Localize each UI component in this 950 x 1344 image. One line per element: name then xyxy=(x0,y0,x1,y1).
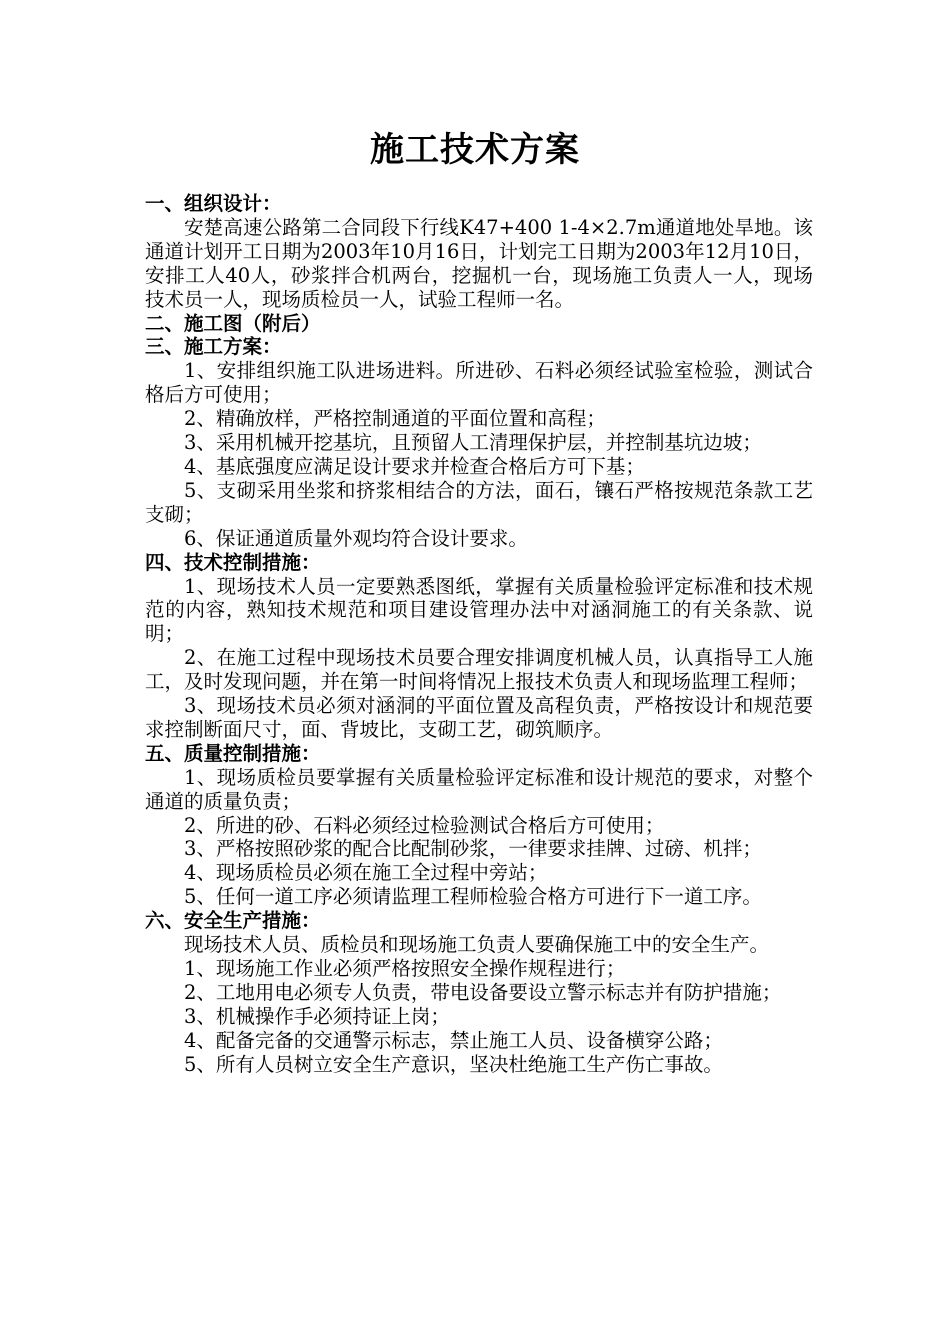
section-heading: 三、施工方案： xyxy=(145,335,282,359)
section-heading: 一、组织设计： xyxy=(145,192,282,215)
paragraph: 1、现场技术人员一定要熟悉图纸，掌握有关质量检验评定标准和技术规范的内容，熟知技术规范和项目建设管理办法中对涵洞施工的有关条款、说明； xyxy=(145,574,813,646)
paragraph: 5、所有人员树立安全生产意识，坚决杜绝施工生产伤亡事故。 xyxy=(184,1052,723,1076)
section-heading: 二、施工图（附后） xyxy=(145,311,321,335)
paragraph: 2、在施工过程中现场技术员要合理安排调度机械人员，认真指导工人施工，及时发现问题，并在第一时间将情况上报技术负责人和现场监理工程师； xyxy=(145,646,813,694)
paragraph: 2、工地用电必须专人负责，带电设备要设立警示标志并有防护措施； xyxy=(184,980,782,1004)
section-heading: 五、质量控制措施： xyxy=(145,741,321,765)
paragraph: 4、基底强度应满足设计要求并检查合格后方可下基； xyxy=(184,454,645,478)
section-heading: 四、技术控制措施： xyxy=(145,550,321,574)
paragraph: 1、现场质检员要掌握有关质量检验评定标准和设计规范的要求，对整个通道的质量负责； xyxy=(145,765,813,813)
paragraph: 4、现场质检员必须在施工全过程中旁站； xyxy=(184,861,548,885)
paragraph: 3、采用机械开挖基坑，且预留人工清理保护层，并控制基坑边坡； xyxy=(184,431,762,455)
paragraph: 现场技术人员、质检员和现场施工负责人要确保施工中的安全生产。 xyxy=(184,933,770,957)
paragraph: 安楚高速公路第二合同段下行线K47+400 1-4×2.7m通道地处旱地。该通道计划开工日期为2003年10月16日，计划完工日期为2003年12月10日，安排工人40人，砂浆拌合机两台，挖掘机一台，现场施工负责人一人，现场技术员一人，现场质检员一人，试验工程师一名。 xyxy=(145,215,813,311)
document-body xyxy=(145,192,813,1077)
paragraph: 3、现场技术员必须对涵洞的平面位置及高程负责，严格按设计和规范要求控制断面尺寸，面、背坡比，支砌工艺，砌筑顺序。 xyxy=(145,694,813,741)
section-heading: 六、安全生产措施： xyxy=(145,909,321,933)
paragraph: 3、机械操作手必须持证上岗； xyxy=(184,1004,450,1028)
paragraph: 6、保证通道质量外观均符合设计要求。 xyxy=(184,526,528,550)
paragraph: 1、安排组织施工队进场进料。所进砂、石料必须经试验室检验，测试合格后方可使用； xyxy=(145,359,813,407)
paragraph: 2、所进的砂、石料必须经过检验测试合格后方可使用； xyxy=(184,813,665,837)
document-title: 施工技术方案 xyxy=(370,130,580,170)
paragraph: 5、支砌采用坐浆和挤浆相结合的方法，面石，镶石严格按规范条款工艺支砌； xyxy=(145,478,813,526)
paragraph: 4、配备完备的交通警示标志，禁止施工人员、设备横穿公路； xyxy=(184,1028,723,1052)
paragraph: 5、任何一道工序必须请监理工程师检验合格方可进行下一道工序。 xyxy=(184,885,762,909)
paragraph: 1、现场施工作业必须严格按照安全操作规程进行； xyxy=(184,957,626,980)
paragraph: 2、精确放样，严格控制通道的平面位置和高程； xyxy=(184,407,606,431)
paragraph: 3、严格按照砂浆的配合比配制砂浆，一律要求挂牌、过磅、机拌； xyxy=(184,837,762,861)
